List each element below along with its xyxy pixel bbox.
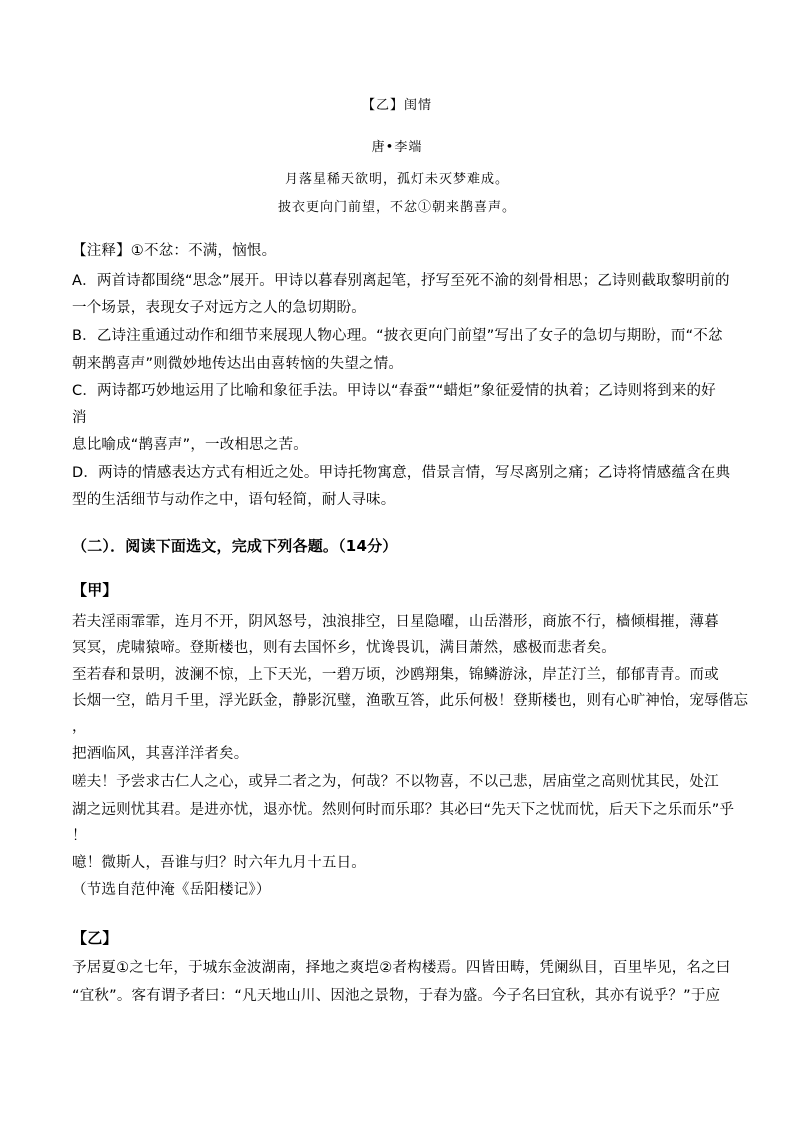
poem-line-1: 月落星稀天欲明，孤灯未灭梦难成。 [284, 172, 509, 187]
option-d-line-1: D．两诗的情感表达方式有相近之处。甲诗托物寓意，借景言情，写尽离别之痛；乙诗将情感蕴含在典 [72, 465, 731, 481]
option-c-line-1: C．两诗都巧妙地运用了比喻和象征手法。甲诗以“春蚕”“蜡炬”象征爱情的执着；乙诗则将到来的好 [72, 383, 716, 399]
option-c-line-3: 息比喻成“鹊喜声”，一改相思之苦。 [72, 437, 308, 453]
passage-jia-line: 嗟夫！予尝求古仁人之心，或异二者之为，何哉？不以物喜，不以己悲，居庙堂之高则忧其民，处江 [72, 774, 719, 790]
passage-jia-line: 湖之远则忧其君。是进亦忧，退亦忧。然则何时而乐耶？其必曰“先天下之忧而忧，后天下之乐而乐”乎 [72, 802, 735, 818]
annotation: 【注释】①不忿：不满，恼恨。 [72, 243, 277, 259]
passage-yi-label: 【乙】 [72, 929, 118, 947]
passage-jia-line: 长烟一空，皓月千里，浮光跃金，静影沉璧，渔歌互答，此乐何极！登斯楼也，则有心旷神怡，宠辱偕忘 [72, 693, 749, 709]
poem-title: 【乙】闺情 [361, 98, 432, 113]
passage-yi-line: 予居夏①之七年，于城东金波湖南，择地之爽垲②者构楼焉。四皆田畴，凭阑纵目，百里毕见，名之曰 [72, 960, 731, 976]
option-b-line-2: 朝来鹊喜声”则微妙地传达出由喜转恼的失望之情。 [72, 356, 404, 372]
passage-jia-line: 至若春和景明，波澜不惊，上下天光，一碧万顷，沙鸥翔集，锦鳞游泳，岸芷汀兰，郁郁青青。而或 [72, 667, 719, 683]
passage-yi-line: “宜秋”。客有谓予者曰：“凡天地山川、因池之景物，于春为盛。今子名曰宜秋，其亦有说乎？”于应 [72, 988, 721, 1004]
option-a-line-1: A．两首诗都围绕“思念”展开。甲诗以暮春别离起笔，抒写至死不渝的刻骨相思；乙诗则截取黎明前的 [72, 273, 730, 289]
passage-jia-label: 【甲】 [72, 581, 118, 599]
passage-source: （节选自范仲淹《岳阳楼记》） [72, 882, 271, 898]
passage-jia-line: ， [72, 719, 87, 735]
option-d-line-2: 型的生活细节与动作之中，语句轻简，耐人寻味。 [72, 492, 396, 508]
option-b-line-1: B．乙诗注重通过动作和细节来展现人物心理。“披衣更向门前望”写出了女子的急切与期盼，而“不忿 [72, 328, 723, 344]
poem-author: 唐•李端 [371, 140, 423, 155]
option-a-line-2: 一个场景，表现女子对远方之人的急切期盼。 [72, 300, 366, 316]
passage-jia-line: 噫！微斯人，吾谁与归？时六年九月十五日。 [72, 855, 366, 871]
passage-jia-line: 冥冥，虎啸猿啼。登斯楼也，则有去国怀乡，忧谗畏讥，满目萧然，感极而悲者矣。 [72, 640, 616, 656]
passage-jia-line: ！ [72, 828, 87, 844]
section-heading: （二）．阅读下面选文，完成下列各题。（14分） [72, 537, 398, 555]
passage-jia-line: 若夫淫雨霏霏，连月不开，阴风怒号，浊浪排空，日星隐曜，山岳潜形，商旅不行，樯倾楫摧，薄暮 [72, 614, 719, 630]
poem-line-2: 披衣更向门前望，不忿①朝来鹊喜声。 [277, 200, 516, 215]
option-c-line-2: 消 [72, 410, 87, 426]
passage-jia-line: 把酒临风，其喜洋洋者矣。 [72, 746, 249, 762]
